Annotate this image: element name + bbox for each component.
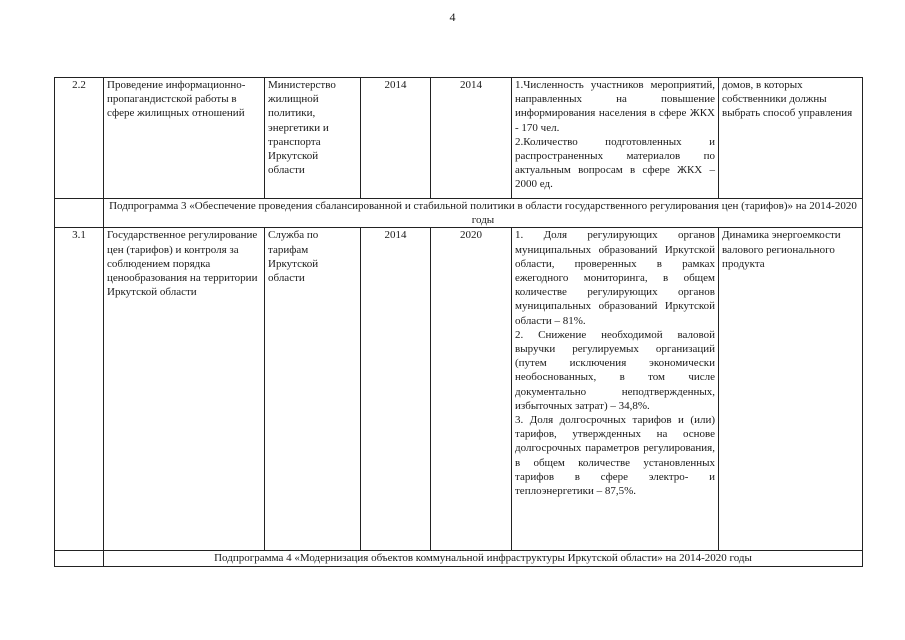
executor: Министерство жилищной политики, энергетики и транспорта Иркутской области	[265, 78, 361, 199]
table-row-2-2	[55, 78, 863, 199]
executor: Служба по тарифам Иркутской области	[265, 228, 361, 551]
goal-indicator: домов, в которых собственники должны выбрать способ управления	[719, 78, 863, 199]
page-number: 4	[449, 10, 456, 24]
indicator-item: 3. Доля долгосрочных тарифов и (или) тарифов, утвержденных на основе долгосрочных параметров регулирования, в общем количестве установленных тарифов в сфере электро- и теплоэнергетики – 87,5%.	[515, 414, 715, 498]
subprogram-3-row	[55, 199, 863, 228]
indicator-item: 2.Количество подготовленных и распространенных материалов по актуальным вопросам в сфере ЖКХ – 2000 ед.	[515, 135, 715, 191]
indicators-cell	[512, 228, 719, 551]
goal-indicator: Динамика энергоемкости валового регионального продукта	[719, 228, 863, 551]
measure-name: Проведение информационно-пропагандистской работы в сфере жилищных отношений	[104, 78, 265, 199]
empty-cell	[55, 551, 104, 567]
subprogram-4-title: Подпрограмма 4 «Модернизация объектов коммунальной инфраструктуры Иркутской области» на 2014-2020 годы	[104, 551, 863, 567]
table-row-3-1	[55, 228, 863, 551]
row-number: 3.1	[55, 228, 104, 551]
measure-name: Государственное регулирование цен (тарифов) и контроля за соблюдением порядка ценообразования на территории Иркутской области	[104, 228, 265, 551]
indicators-cell	[512, 78, 719, 199]
subprogram-3-title: Подпрограмма 3 «Обеспечение проведения сбалансированной и стабильной политики в области государственного регулирования цен (тарифов)» на 2014-2020 годы	[104, 199, 863, 228]
year-end: 2014	[431, 78, 512, 199]
program-table	[54, 77, 863, 567]
year-start: 2014	[361, 228, 431, 551]
year-end: 2020	[431, 228, 512, 551]
subprogram-4-row	[55, 551, 863, 567]
indicator-item: 2. Снижение необходимой валовой выручки регулируемых организаций (путем исключения экономически необоснованных, в том числе документально неподтвержденных, избыточных затрат) – 34,8%.	[515, 328, 715, 412]
indicator-item: 1.Численность участников мероприятий, направленных на повышение информирования населения в сфере ЖКХ - 170 чел.	[515, 79, 715, 134]
row-number: 2.2	[55, 78, 104, 199]
year-start: 2014	[361, 78, 431, 199]
empty-cell	[55, 199, 104, 228]
indicator-item: 1. Доля регулирующих органов муниципальных образований Иркутской области, проверенных в рамках ежегодного мониторинга, в общем количестве регулирующих органов муниципальных образований Иркутской области – 81%.	[515, 229, 715, 327]
